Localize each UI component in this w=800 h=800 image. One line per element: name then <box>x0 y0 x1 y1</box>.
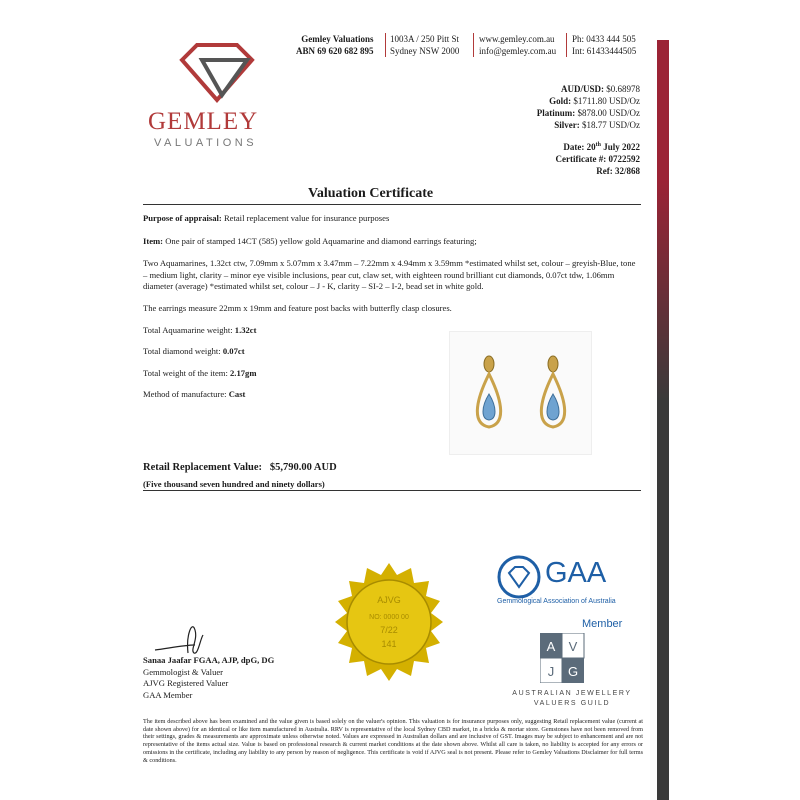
earrings-illustration <box>450 332 591 454</box>
svg-text:V: V <box>568 639 578 654</box>
value-in-words: (Five thousand seven hundred and ninety dollars) <box>143 479 325 489</box>
rate-silver: Silver: $18.77 USD/Oz <box>554 120 640 130</box>
signer-block <box>143 655 274 701</box>
ajvg-gold-seal <box>330 563 448 681</box>
email-link[interactable]: info@gemley.com.au <box>479 46 557 56</box>
svg-text:A: A <box>546 639 556 654</box>
item-line: Item: One pair of stamped 14CT (585) yellow gold Aquamarine and diamond earrings featuring; <box>143 236 477 246</box>
header-divider <box>566 33 567 57</box>
item-measurements: The earrings measure 22mm x 19mm and feature post backs with butterfly clasp closures. <box>143 303 452 313</box>
rate-platinum: Platinum: $878.00 USD/Oz <box>536 108 640 118</box>
svg-text:J: J <box>547 664 555 679</box>
company-block <box>296 33 374 57</box>
phone-block <box>572 33 636 57</box>
rate-audusd: AUD/USD: $0.68978 <box>560 84 640 94</box>
address-block <box>390 33 459 57</box>
gaa-name: GAA <box>545 557 607 589</box>
company-name: Gemley Valuations <box>301 34 374 44</box>
signer-name: Sanaa Jaafar FGAA, AJP, dpG, DG <box>143 655 275 665</box>
retail-replacement-value: Retail Replacement Value: $5,790.00 AUD <box>143 462 337 473</box>
logo-subtitle: VALUATIONS <box>154 137 258 149</box>
gaa-subtitle: Gemmological Association of Australia <box>497 598 616 605</box>
logo-name: GEMLEY <box>148 108 259 135</box>
left-earring <box>477 356 500 427</box>
certificate-info <box>556 139 640 177</box>
address-line-1: 1003A / 250 Pitt St <box>390 34 460 44</box>
address-line-2: Sydney NSW 2000 <box>390 46 460 56</box>
phone-number: Ph: 0433 444 505 <box>572 34 636 44</box>
header-divider <box>385 33 386 57</box>
certificate-date: Date: 20th July 2022 <box>563 142 640 152</box>
gemley-diamond-logo-icon <box>172 40 292 110</box>
stat-method: Method of manufacture: Cast <box>143 389 246 399</box>
signer-registration: AJVG Registered Valuer <box>143 678 229 688</box>
metal-rates <box>537 83 640 131</box>
ajvg-name: AUSTRALIAN JEWELLERY VALUERS GUILD <box>512 690 632 707</box>
right-edge-gradient <box>657 180 669 400</box>
purpose-line: Purpose of appraisal: Retail replacement value for insurance purposes <box>143 213 390 223</box>
web-block <box>479 33 556 57</box>
value-rule <box>143 490 641 491</box>
seal-text-line3: 141 <box>381 639 397 649</box>
signer-title: Gemmologist & Valuer <box>143 666 224 677</box>
seal-text-line2: 7/22 <box>380 625 398 635</box>
ajvg-logo-icon <box>540 633 606 683</box>
stat-aquamarine-weight: Total Aquamarine weight: 1.32ct <box>143 325 257 335</box>
signature-icon <box>150 615 240 660</box>
rate-gold: Gold: $1711.80 USD/Oz <box>549 96 640 106</box>
intl-phone-number: Int: 61433444505 <box>572 46 637 56</box>
earrings-photo <box>449 331 592 455</box>
item-description: Two Aquamarines, 1.32ct ctw, 7.09mm x 5.07mm x 3.47mm – 7.22mm x 4.94mm x 3.59mm *estimated whilst set, colour – greyish-Blue, tone – medium light, clarity – minor eye visible inclusions, pear cut, claw set, with eighteen round brilliant cut diamonds, 0.07ct tdw, 1.06mm diameter (average) *estimated whilst set, colour – J - K, clarity – SI-2 – I-2, bead set in white gold. <box>143 258 636 291</box>
certificate-number: Certificate #: 0722592 <box>555 154 640 164</box>
company-abn: ABN 69 620 682 895 <box>296 46 374 56</box>
gaa-member-label: Member <box>582 618 623 630</box>
website-link[interactable]: www.gemley.com.au <box>479 34 555 44</box>
disclaimer: The item described above has been examined and the value given is based solely on the valuer's opinion. This valuation is for insurance purposes only, suggesting Retail replacement value (current at date shown above) for an identical or like item manufactured in Australia. RRV is representative of the local Sydney CBD market, in a bricks & mortar store. Gemstones have not been removed from their settings, grades & measurements are approximate unless otherwise noted. Values are expressed in Australian dollars and are inclusive of GST. Images may be subject to enhancement and are not representative of the items actual size. Value is based on professional research & current market conditions at the date shown above. Whilst all care is taken, no liability is accepted for any errors or omissions in the certificate, including any liability to any person by reason of negligence. This certificate is void if AJVG seal is not present. Please refer to Gemley Valuations Disclaimer for full terms & conditions. <box>143 718 643 764</box>
signer-membership: GAA Member <box>143 689 193 700</box>
stat-diamond-weight: Total diamond weight: 0.07ct <box>143 346 245 356</box>
seal-text-line1: NO: 0000 00 <box>369 614 409 621</box>
right-earring <box>541 356 564 427</box>
stat-total-weight: Total weight of the item: 2.17gm <box>143 368 257 378</box>
header-divider <box>473 33 474 57</box>
svg-text:G: G <box>567 664 579 679</box>
page-title: Valuation Certificate <box>308 186 434 201</box>
gaa-emblem-icon <box>497 555 541 599</box>
certificate-ref: Ref: 32/868 <box>596 166 640 176</box>
right-edge-accent <box>657 40 669 180</box>
seal-text-top: AJVG <box>377 595 401 605</box>
title-rule <box>143 204 641 205</box>
